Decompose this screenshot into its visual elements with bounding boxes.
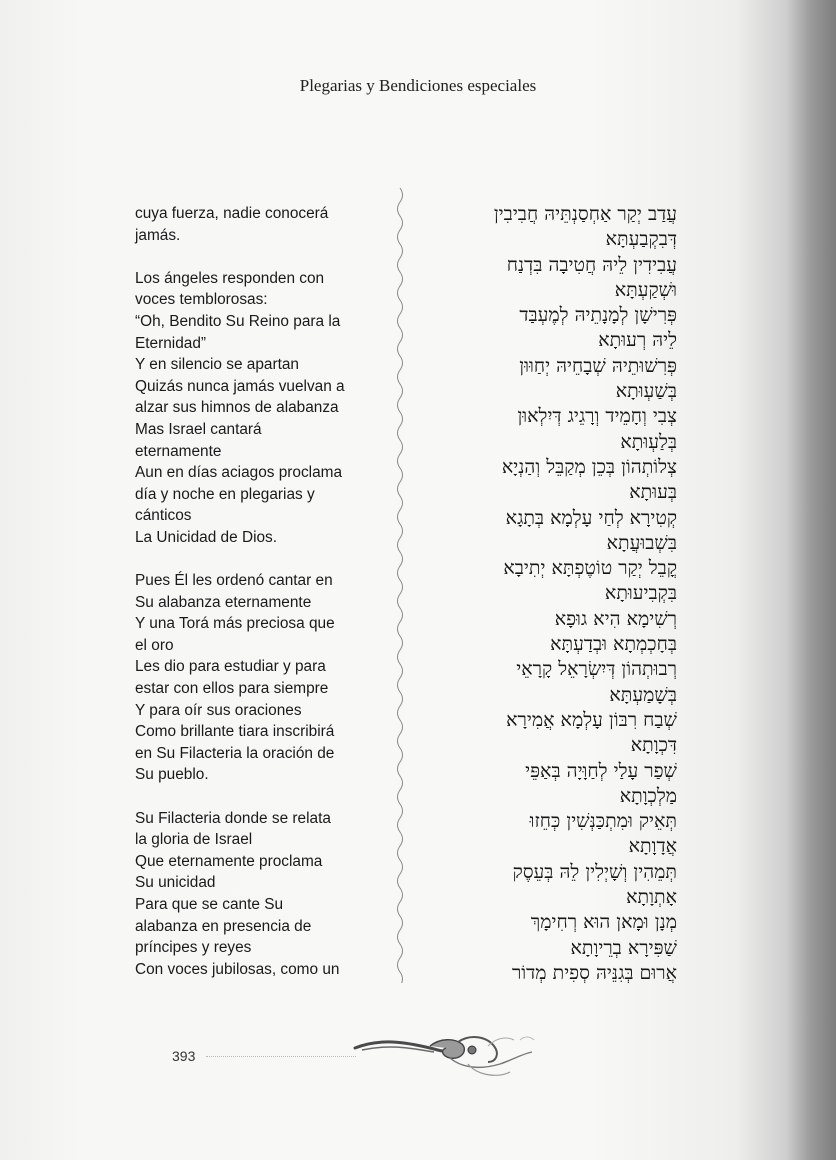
spanish-line: eternamente <box>135 442 222 460</box>
spanish-line: Para que se cante Su <box>135 896 284 913</box>
hebrew-line: שְׁפַר עָלַי לְחַוָּיָה בְּאַפֵּי <box>525 759 677 782</box>
hebrew-line: לֵיהּ רְעוּתָא <box>598 329 677 352</box>
hebrew-line: עֲבִידִין לֵיהּ חֲטִיבָה בִּדְנַח <box>506 253 677 276</box>
spanish-line: Su Filacteria donde se relata <box>135 809 331 827</box>
ornament-illustration <box>350 1028 540 1088</box>
spanish-line: alzar sus himnos de alabanza <box>135 399 339 417</box>
spanish-line: príncipes y reyes <box>135 939 252 957</box>
hebrew-line: רְשִׁימָא הִיא גוּפָא <box>554 607 677 630</box>
hebrew-line: דְּבִקְבַעְתָּא <box>605 228 677 251</box>
spanish-line: Pues Él les ordenó cantar en <box>135 572 333 590</box>
spanish-line: La Unicidad de Dios. <box>135 528 278 546</box>
hebrew-line: פְּרִישָׁן לְמָנָתֵיהּ לְמֶעְבַּד <box>519 304 677 327</box>
hebrew-line: בְּלַעְוּתָא <box>620 430 677 453</box>
spanish-line: estar con ellos para siempre <box>135 680 329 698</box>
spanish-line: cuya fuerza, nadie conocerá <box>135 205 329 222</box>
spanish-line: Quizás nunca jamás vuelvan a <box>135 377 345 395</box>
spanish-line: Mas Israel cantará <box>135 420 262 438</box>
spanish-line: Con voces jubilosas, como un <box>135 960 340 978</box>
hebrew-line: פְּרִשׁוּתֵיהּ שְׁבָחֵיהּ יְחַוּוּן <box>519 354 677 377</box>
spanish-line: Les dio para estudiar y para <box>135 658 326 676</box>
spanish-line: jamás. <box>135 226 181 244</box>
spanish-line: Eternidad” <box>135 334 207 352</box>
hebrew-line: מְנָן וּמָאן הוּא רְחִימָךְ <box>530 911 677 934</box>
hebrew-line: אֲרוּם בְּגִנֵּיהּ סְפִית מְדוֹר <box>511 961 677 984</box>
hebrew-line: בְּשָׁמַעְתָּא <box>609 683 677 706</box>
spanish-line: Y una Torá más preciosa que <box>135 615 335 633</box>
spanish-line: Como brillante tiara inscribirá <box>135 723 335 741</box>
spanish-line: en Su Filacteria la oración de <box>135 744 335 762</box>
spanish-line: Su pueblo. <box>135 766 209 784</box>
hebrew-line: תְּמֵהִין וְשָׁיְלִין לֵהּ בְּעֵסֶק <box>512 860 677 883</box>
spanish-line: Que eternamente proclama <box>135 852 323 870</box>
hebrew-line: דִּכְוָתָא <box>630 734 677 757</box>
hebrew-line: בְּשַׁעְוּתָא <box>615 380 677 403</box>
running-title: Plegarias y Bendiciones especiales <box>299 76 537 95</box>
spanish-line: Su alabanza eternamente <box>135 593 312 611</box>
hebrew-line: שַׁפִּירָא בְרֵיוָתָא <box>570 936 677 959</box>
hebrew-line: צְלוֹתְהוֹן בְּכֵן מְקַבֵּל וְהַנְיָא <box>501 455 677 478</box>
hebrew-line: אֲדָוָתָא <box>628 835 677 858</box>
spanish-line: cánticos <box>135 507 192 525</box>
spanish-line: Los ángeles responden con <box>135 269 325 287</box>
hebrew-line: אָתְוָתָא <box>626 886 677 909</box>
hebrew-line: רְבוּתְהוֹן דְּיִשְׂרָאֵל קָרָאֵי <box>516 658 677 681</box>
hebrew-line: בְּעוּתָא <box>629 481 677 504</box>
spanish-line: Y en silencio se apartan <box>135 356 299 374</box>
spanish-line: “Oh, Bendito Su Reino para la <box>135 312 341 330</box>
hebrew-line: קֳבֵל יְקַר טוֹטֶפְתָּא יְתִיבָא <box>503 557 677 580</box>
hebrew-column <box>347 202 677 986</box>
hebrew-line: בִּקְבִיעוּתָא <box>604 582 677 605</box>
hebrew-line: וּשְׁקַעְתָּא <box>614 278 677 301</box>
hebrew-line: צְבִי וְחָמֵיד וְרָגֵיג דְּיִלְאוּן <box>517 405 677 428</box>
spanish-line: Su unicidad <box>135 874 216 892</box>
spanish-line: Y para oír sus oraciones <box>135 701 302 719</box>
spanish-line: el oro <box>135 636 174 654</box>
hebrew-line: שְׁבַח רִבּוֹן עָלְמָא אֲמִירָא <box>506 708 677 731</box>
footer-dotted-rule <box>206 1056 356 1057</box>
hebrew-line: קְטִירָא לְחַי עָלְמָא בְּתָגָא <box>505 506 677 529</box>
hebrew-line: בְּחָכְמְתָא וּבְדַעְתָּא <box>550 633 677 656</box>
page-number: 393 <box>172 1048 196 1064</box>
spanish-line: alabanza en presencia de <box>135 917 312 935</box>
spanish-line: Aun en días aciagos proclama <box>135 464 343 482</box>
spanish-line: la gloria de Israel <box>135 831 253 849</box>
hebrew-line: תְּאֵיק וּמִתְכַּנְּשִׁין כְּחֵזוּ <box>529 810 677 833</box>
spanish-line: día y noche en plegarias y <box>135 485 315 503</box>
hebrew-line: עֲדַב יְקַר אַחְסַנְתֵּיהּ חֲבִיבִין <box>493 203 677 225</box>
hebrew-line: מַלְכְוָתָא <box>619 784 677 807</box>
spanish-line: voces temblorosas: <box>135 291 268 309</box>
hebrew-line: בִּשְׁבוּעֲתָא <box>606 531 677 554</box>
